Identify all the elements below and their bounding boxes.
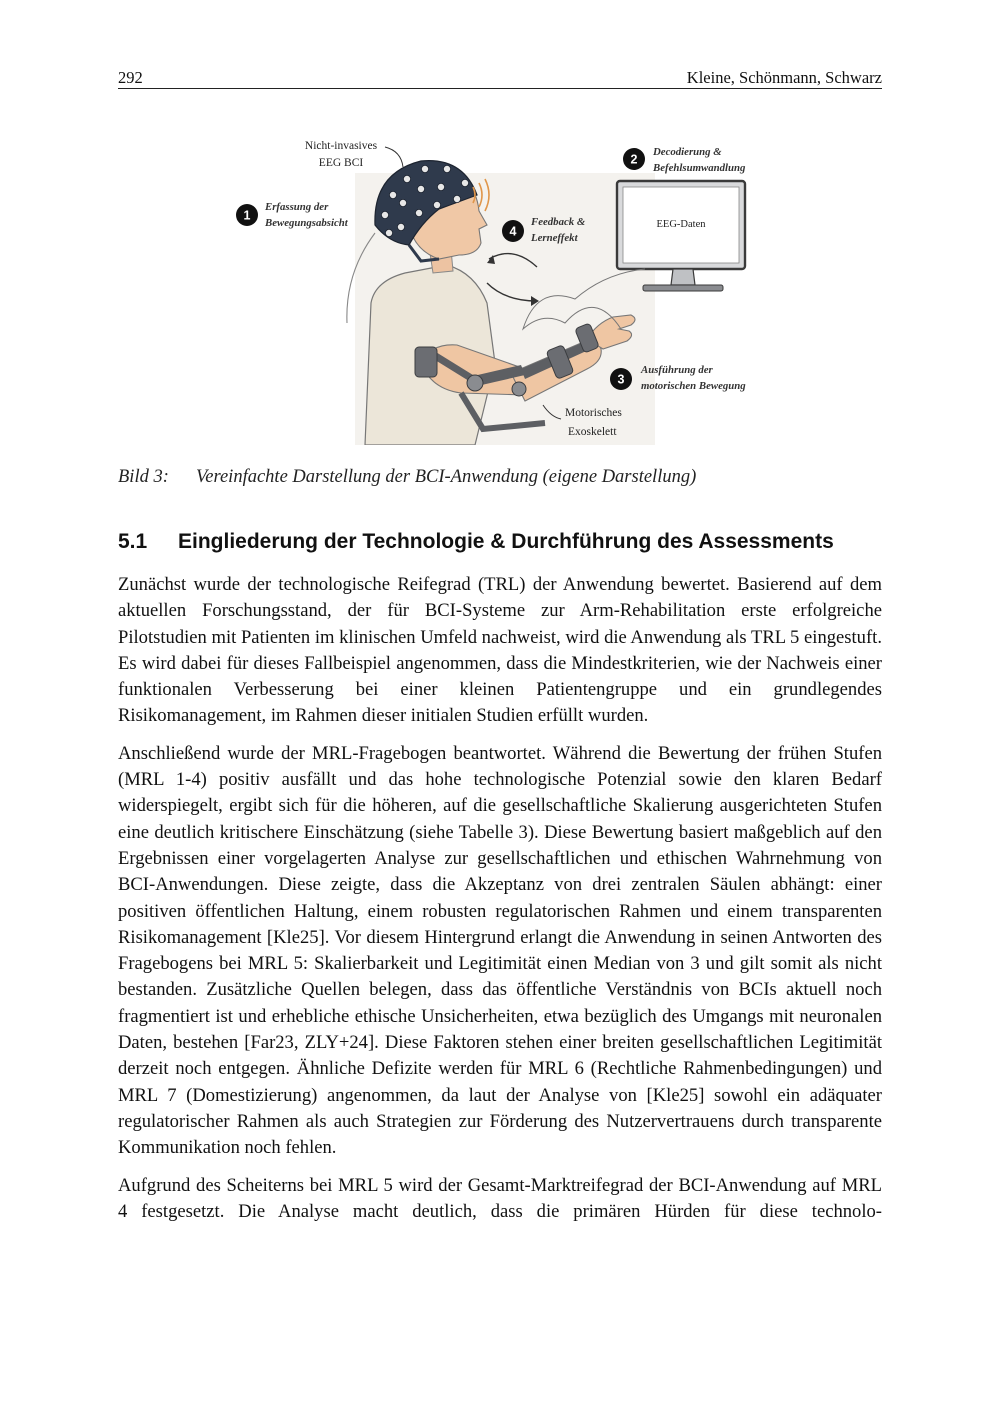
label-nicht-invasives: Nicht-invasives: [304, 140, 378, 152]
bci-illustration: [225, 133, 785, 445]
header-authors: Kleine, Schönmann, Schwarz: [686, 68, 882, 87]
label-exo-line2: Exoskelett: [568, 426, 617, 438]
step-2-number: 2: [630, 152, 638, 167]
body-text: [118, 572, 882, 1236]
step-2-line1: Decodierung &: [653, 146, 722, 158]
running-header: [118, 66, 882, 89]
monitor-label: EEG-Daten: [656, 219, 706, 230]
caption-text: Vereinfachte Darstellung der BCI-Anwendung (eigene Darstellung): [196, 467, 697, 487]
section-title: Eingliederung der Technologie & Durchführung des Assessments: [178, 530, 834, 553]
caption-number: Bild 3:: [118, 467, 169, 487]
step-4-number: 4: [509, 224, 517, 239]
paragraph-1: Zunächst wurde der technologische Reifegrad (TRL) der Anwendung bewertet. Basierend auf dem aktuellen Forschungsstand, der für BCI-Systeme zur Arm-Rehabilitation erste erfolgreiche Pilotstudien mit Patienten im klinischen Umfeld nachweist, wird die Anwendung als TRL 5 eingestuft. Es wird dabei für dieses Fallbeispiel angenommen, dass die Mindestkriterien, wie der Nachweis einer funktionalen Verbesserung bei einer kleinen Patientengruppe und ein grundlegendes Risikomanagement, im Rahmen dieser initialen Studien erfüllt wurden.: [118, 574, 882, 727]
step-3-line2: motorischen Bewegung: [641, 380, 746, 392]
step-1-line2: Bewegungsabsicht: [265, 217, 348, 229]
section-heading: [118, 530, 882, 554]
paragraph-2: Anschließend wurde der MRL-Fragebogen beantwortet. Während die Bewertung der frühen Stufen (MRL 1-4) positiv ausfällt und das hohe technologische Potenzial sowie den klaren Bedarf widerspiegelt, ergibt sich für die höheren, auf die gesellschaftliche Skalierung ausgerichteten Stufen eine deutlich kritischere Einschätzung (siehe Tabelle 3). Diese Bewertung basiert maßgeblich auf den Ergebnissen einer vorgelagerten Analyse zur gesellschaftlichen und ethischen Wahrnehmung von BCI-Anwendungen. Diese zeigte, dass die Akzeptanz von drei zentralen Säulen abhängt: einer positiven öffentlichen Haltung, einem robusten regulatorischen Rahmen und einem transparenten Risikomanagement [Kle25]. Vor diesem Hintergrund erlangt die Anwendung in seinen Antworten des Fragebogens bei MRL 5: Skalierbarkeit und Legitimität einen Median von 3 und gilt somit als nicht bestanden. Zusätzliche Quellen belegen, dass das öffentliche Verständnis von BCIs aktuell noch fragmentiert ist und erhebliche ethische Unsicherheiten, etwa bezüglich des Umgangs mit neuronalen Daten, bestehen [Far23, ZLY+24]. Diese Faktoren stehen einer breiten gesellschaftlichen Legitimität derzeit noch entgegen. Ähnliche Defizite werden für MRL 6 (Rechtliche Rahmenbedingungen) und MRL 7 (Domestizierung) angenommen, da laut der Analyse von [Kle25] sowohl ein adäquater regulatorischer Rahmen als auch Strategien zur Förderung des Nutzervertrauens durch transparente Kommunikation noch fehlen.: [118, 742, 882, 1159]
page-number: 292: [118, 68, 143, 87]
step-3-number: 3: [617, 372, 625, 387]
paragraph-3: Aufgrund des Scheiterns bei MRL 5 wird der Gesamt-Marktreifegrad der BCI-Anwendung auf MRL 4 festgesetzt. Die Analyse macht deutlich, dass die primären Hürden für diese technolo-: [118, 1174, 882, 1222]
figure-caption: [118, 467, 882, 488]
eeg-pointer: [385, 147, 403, 167]
step-1-line1: Erfassung der: [265, 201, 329, 213]
step-4-line1: Feedback &: [531, 216, 586, 228]
label-eeg-bci: EEG BCI: [318, 157, 364, 169]
step-2-line2: Befehlsumwandlung: [653, 162, 746, 174]
step-1-number: 1: [243, 208, 251, 223]
bci-figure: [225, 133, 785, 445]
label-exo-line1: Motorisches: [565, 407, 622, 419]
step-4-line2: Lerneffekt: [531, 232, 578, 244]
step-3-line1: Ausführung der: [641, 364, 713, 376]
section-number: 5.1: [118, 530, 148, 553]
